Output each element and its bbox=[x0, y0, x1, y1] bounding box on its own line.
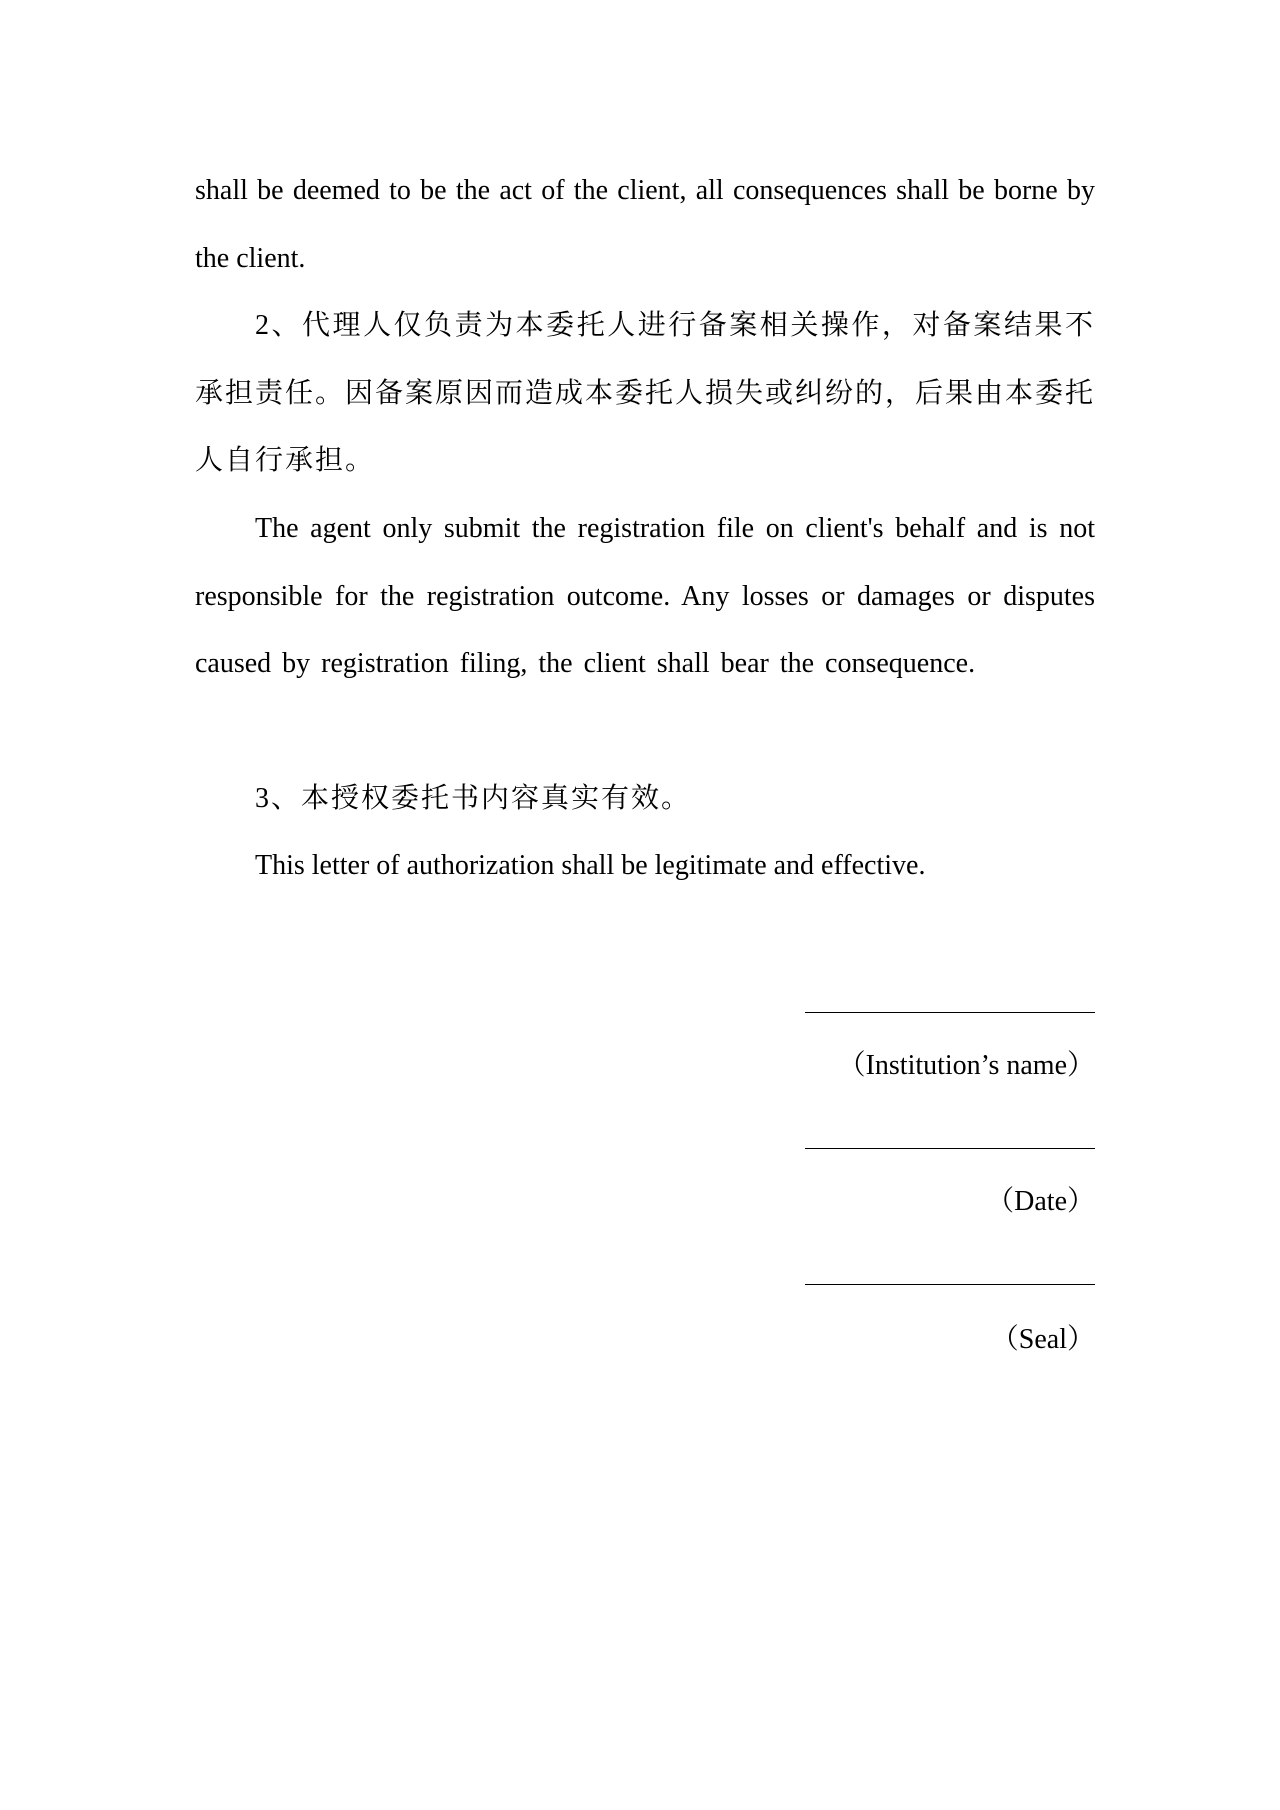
clause-3-english: This letter of authorization shall be legitimate and effective. bbox=[255, 850, 926, 881]
institution-name-line bbox=[805, 1012, 1095, 1013]
clause-2-chinese: 2、代理人仅负责为本委托人进行备案相关操作，对备案结果不承担责任。因备案原因而造成本委托人损失或纠纷的，后果由本委托人自行承担。 bbox=[195, 310, 1096, 476]
seal-caption: （Seal） bbox=[990, 1324, 1095, 1355]
paragraph-continuation: shall be deemed to be the act of the client, all consequences shall be borne by the client. bbox=[195, 175, 1095, 274]
seal-line bbox=[805, 1284, 1095, 1285]
date-caption: （Date） bbox=[986, 1186, 1095, 1217]
date-line bbox=[805, 1148, 1095, 1149]
clause-3-chinese: 3、本授权委托书内容真实有效。 bbox=[255, 783, 692, 814]
institution-name-caption: （Institution’s name） bbox=[837, 1050, 1095, 1081]
clause-2-english: The agent only submit the registration file on client's behalf and is not responsible for the registration outcome. Any losses or damages or disputes caused by registration filing, the client shall bear the consequence. bbox=[195, 513, 1095, 679]
